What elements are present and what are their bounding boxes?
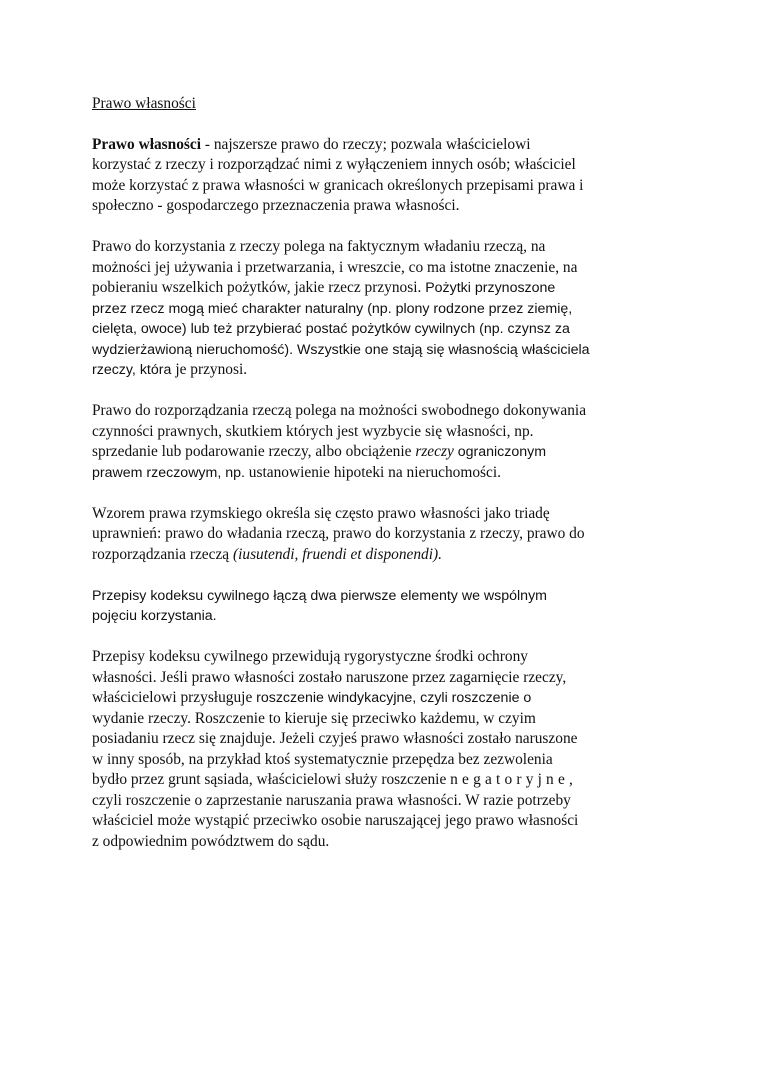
paragraph-line: może korzystać z prawa własności w granicach określonych przepisami prawa i — [92, 176, 584, 194]
paragraph-text-sans: ograniczonym — [453, 444, 547, 460]
paragraph-use — [92, 237, 672, 381]
paragraph-protection — [92, 647, 672, 852]
paragraph-line — [92, 545, 672, 566]
paragraph-line: czyli roszczenie o zaprzestanie naruszania prawa własności. W razie potrzeby — [92, 791, 571, 809]
document-title: Prawo własności — [92, 95, 196, 112]
paragraph-line — [92, 278, 672, 299]
paragraph-text: rozporządzania rzeczą — [92, 545, 233, 563]
paragraph-line: korzystać z rzeczy i rozporządzać nimi z wyłączeniem innych osób; właściciel — [92, 156, 576, 173]
paragraph-text: je przynosi. — [175, 361, 248, 378]
defined-term: Prawo własności — [92, 135, 202, 153]
paragraph-text: bydło przez grunt sąsiada, właścicielowi służy roszczenie — [92, 771, 451, 788]
paragraph-line: posiadaniu rzecz się znajduje. Jeżeli czyjeś prawo własności zostało naruszone — [92, 730, 578, 747]
paragraph-text: ustanowienie hipoteki na nieruchomości. — [244, 463, 501, 481]
latin-phrase: (iusutendi, fruendi et disponendi). — [232, 545, 442, 563]
paragraph-line: przez rzecz mogą mieć charakter naturalny (np. plony rodzone przez ziemię, — [92, 300, 573, 317]
paragraph-text: sprzedanie lub podarowanie rzeczy, albo obciążenie — [92, 443, 416, 460]
paragraph-line: własności. Jeśli prawo własności zostało naruszone przez zagarnięcie rzeczy, — [92, 668, 567, 686]
paragraph-line — [92, 688, 672, 709]
paragraph-text: pobieraniu wszelkich pożytków, jakie rzecz przynosi. — [92, 279, 426, 296]
paragraph-civil-code — [92, 586, 672, 627]
paragraph-line: z odpowiednim powództwem do sądu. — [92, 832, 330, 850]
paragraph-line: Prawo do korzystania z rzeczy polega na faktycznym władaniu rzeczą, na — [92, 238, 546, 255]
paragraph-line: Wzorem prawa rzymskiego określa się często prawo własności jako triadę — [92, 504, 550, 522]
paragraph-line — [92, 135, 672, 156]
spaced-term: negatoryjne, — [450, 771, 578, 788]
paragraph-text-sans: Pożytki przynoszone — [425, 280, 556, 296]
paragraph-text-sans: roszczenie windykacyjne, czyli roszczenie o — [256, 690, 532, 706]
document-page — [92, 94, 672, 873]
paragraph-line: czynności prawnych, skutkiem których jest wyzbycie się własności, np. — [92, 422, 534, 440]
paragraph-line — [92, 770, 672, 791]
paragraph-disposal — [92, 401, 672, 483]
paragraph-line: właściciel może wystąpić przeciwko osobie naruszającej jego prawo własności — [92, 812, 579, 829]
paragraph-line: pojęciu korzystania. — [92, 608, 217, 624]
paragraph-line: społeczno - gospodarczego przeznaczenia prawa własności. — [92, 197, 460, 214]
paragraph-line: cielęta, owoce) lub też przybierać postać pożytków cywilnych (np. czynsz za — [92, 321, 570, 337]
paragraph-line: wydanie rzeczy. Roszczenie to kieruje się przeciwko każdemu, w czyim — [92, 709, 536, 727]
paragraph-line — [92, 360, 672, 381]
paragraph-line: Przepisy kodeksu cywilnego łączą dwa pierwsze elementy we wspólnym — [92, 587, 547, 604]
paragraph-text: właścicielowi przysługuje — [92, 689, 257, 706]
paragraph-triad — [92, 504, 672, 566]
paragraph-text-sans: rzeczy, która — [92, 362, 176, 378]
paragraph-line: uprawnień: prawo do władania rzeczą, prawo do korzystania z rzeczy, prawo do — [92, 525, 585, 542]
paragraph-definition — [92, 135, 672, 217]
paragraph-text-sans: prawem rzeczowym, np. — [92, 464, 245, 481]
paragraph-line: wydzierżawioną nieruchomość). Wszystkie one stają się własnością właściciela — [92, 341, 590, 358]
paragraph-text: - najszersze prawo do rzeczy; pozwala właścicielowi — [201, 135, 531, 153]
paragraph-line: Przepisy kodeksu cywilnego przewidują rygorystyczne środki ochrony — [92, 648, 528, 665]
paragraph-line — [92, 442, 672, 463]
paragraph-line — [92, 463, 672, 484]
paragraph-line: Prawo do rozporządzania rzeczą polega na możności swobodnego dokonywania — [92, 402, 587, 419]
paragraph-line: w inny sposób, na przykład ktoś systematycznie przepędza bez zezwolenia — [92, 750, 553, 768]
paragraph-text-italic: rzeczy — [415, 443, 454, 460]
paragraph-line: możności jej używania i przetwarzania, i wreszcie, co ma istotne znaczenie, na — [92, 258, 578, 276]
